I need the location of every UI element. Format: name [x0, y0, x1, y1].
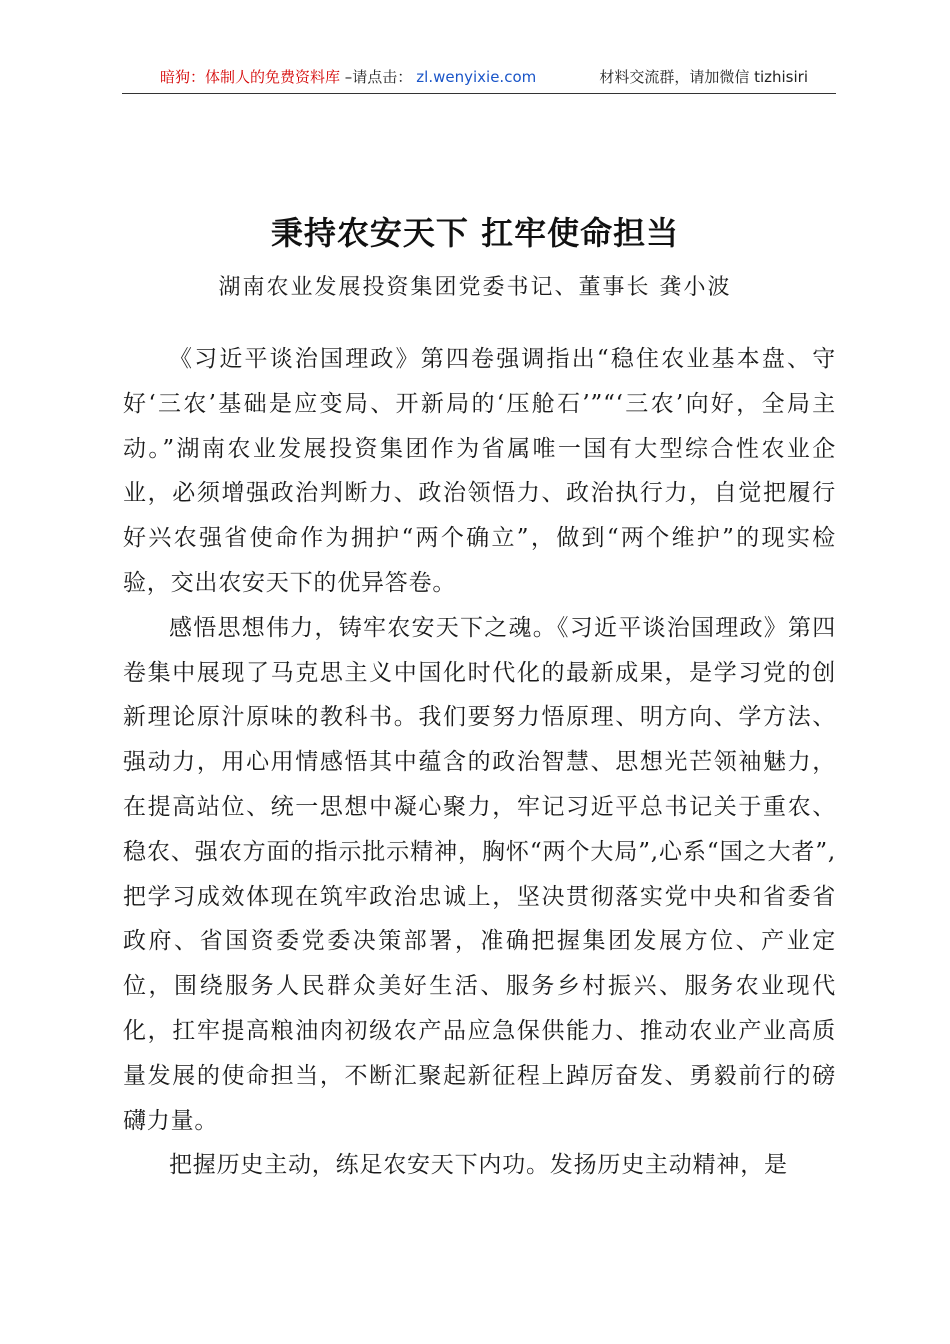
promo-prompt: –请点击： [340, 68, 413, 86]
promo-title: 暗狗：体制人的免费资料库 [160, 68, 341, 86]
article-body [123, 337, 836, 1188]
contact-info: 材料交流群，请加微信 tizhisiri [599, 68, 808, 86]
paragraph: 把握历史主动，练足农安天下内功。发扬历史主动精神，是 [169, 1152, 788, 1179]
article-byline: 湖南农业发展投资集团党委书记、董事长 龚小波 [218, 275, 732, 300]
header-banner [122, 64, 836, 94]
paragraph: 感悟思想伟力，铸牢农安天下之魂。《习近平谈治国理政》第四卷集中展现了马克思主义中国化时代化的最新成果，是学习党的创新理论原汁原味的教科书。我们要努力悟原理、明方向、学方法、强动力，用心用情感悟其中蕴含的政治智慧、思想光芒领袖魅力，在提高站位、统一思想中凝心聚力，牢记习近平总书记关于重农、稳农、强农方面的指示批示精神，胸怀“两个大局”,心系“国之大者”,把学习成效体现在筑牢政治忠诚上，坚决贯彻落实党中央和省委省政府、省国资委党委决策部署，准确把握集团发展方位、产业定位，围绕服务人民群众美好生活、服务乡村振兴、服务农业现代化，扛牢提高粮油肉初级农产品应急保供能力、推动农业产业高质量发展的使命担当，不断汇聚起新征程上踔厉奋发、勇毅前行的磅礴力量。 [123, 614, 836, 1134]
paragraph: 《习近平谈治国理政》第四卷强调指出“稳住农业基本盘、守好‘三农’基础是应变局、开新局的‘压舱石’”“‘三农’向好，全局主动。”湖南农业发展投资集团作为省属唯一国有大型综合性农业企业，必须增强政治判断力、政治领悟力、政治执行力，自觉把履行好兴农强省使命作为拥护“两个确立”，做到“两个维护”的现实检验，交出农安天下的优异答卷。 [123, 346, 836, 596]
promo-line [160, 64, 536, 90]
article-title: 秉持农安天下 扛牢使命担当 [270, 214, 680, 252]
promo-link[interactable]: zl.wenyixie.com [416, 68, 537, 86]
